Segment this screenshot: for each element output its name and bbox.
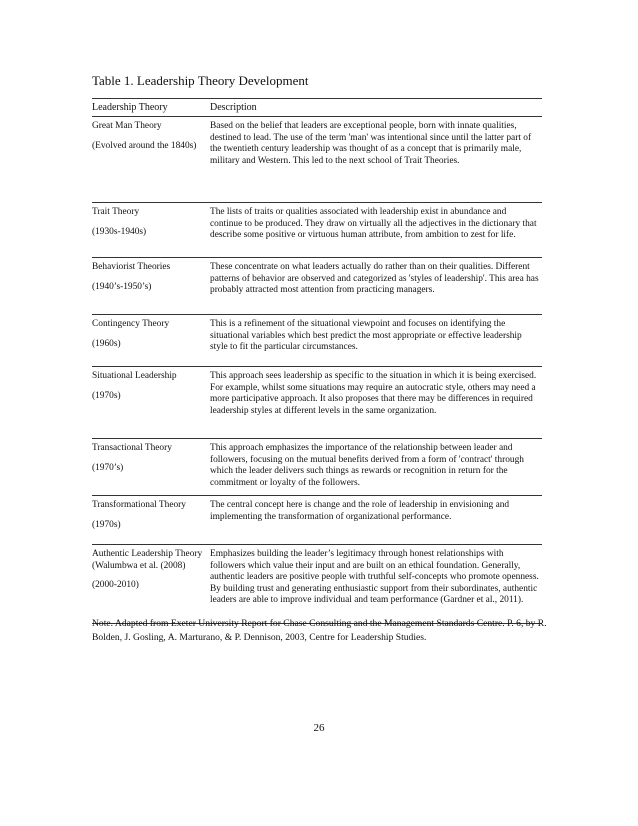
theory-name: Contingency Theory — [92, 319, 170, 329]
table-note: Note. Adapted from Exeter University Report for Chase Consulting and the Management Standards Centre. P. 6, by R. Bolden, J. Gosling, A. Marturano, & P. Dennison, 2003, Centre for Leadership Studies. — [92, 618, 547, 643]
theory-cell — [92, 262, 210, 314]
leadership-theory-table — [92, 98, 542, 624]
table-row — [92, 496, 542, 545]
theory-cell — [92, 121, 210, 202]
theory-name: Situational Leadership — [92, 371, 177, 381]
header-description: Description — [210, 102, 257, 113]
theory-description: The lists of traits or qualities associated with leadership exist in abundance and continue to be produced. They draw on virtually all the adjectives in the dictionary that describe some positive or virtuous human attribute, from ambition to zest for life. — [210, 207, 537, 240]
theory-description: This approach emphasizes the importance of the relationship between leader and followers, focusing on the mutual benefits derived from a form of 'contract' through which the leader delivers such things as rewards or recognition in return for the commitment or loyalty of the followers. — [210, 443, 524, 488]
theory-description: These concentrate on what leaders actually do rather than on their qualities. Different patterns of behavior are observed and categorized as 'styles of leadership'. This area has probably attracted most attention from practicing managers. — [210, 262, 539, 295]
theory-name: Behaviorist Theories — [92, 262, 171, 272]
theory-era: (Evolved around the 1840s) — [92, 140, 197, 151]
theory-cell — [92, 319, 210, 366]
theory-name: Trait Theory — [92, 207, 140, 217]
theory-era: (1970s) — [92, 519, 121, 530]
table-row — [92, 439, 542, 496]
theory-era: (1930s-1940s) — [92, 226, 147, 237]
theory-era: (1940’s-1950’s) — [92, 281, 152, 292]
theory-era: (2000-2010) — [92, 580, 139, 590]
theory-era: (1970’s) — [92, 462, 124, 473]
theory-description: Based on the belief that leaders are exceptional people, born with innate qualities, destined to lead. The use of the term 'man' was intentional since until the latter part of the twentieth century leadership was thought of as a concept that is primarily male, military and Western. This led to the next school of Trait Theories. — [210, 121, 532, 166]
table-header-row — [92, 99, 542, 117]
theory-cell — [92, 207, 210, 257]
theory-cell — [92, 500, 210, 544]
theory-description: Emphasizes building the leader’s legitimacy through honest relationships with followers which value their input and are built on an ethical foundation. Generally, authentic leaders are positive people with truthful self-concepts who promote openness. By building trust and generating enthusiastic support from their subordinates, authentic leaders are able to improve individual and team performance (Gardner et al., 2011). — [210, 549, 539, 605]
table-row — [92, 545, 542, 623]
theory-era: (1960s) — [92, 338, 121, 349]
table-row — [92, 117, 542, 203]
theory-name: Authentic Leadership Theory (Walumbwa et al. (2008) — [92, 549, 203, 571]
header-leadership-theory: Leadership Theory — [92, 102, 168, 113]
theory-name: Transactional Theory — [92, 443, 172, 453]
theory-cell — [92, 549, 210, 623]
theory-cell — [92, 443, 210, 495]
theory-name: Great Man Theory — [92, 121, 162, 131]
theory-description: This is a refinement of the situational viewpoint and focuses on identifying the situational variables which best predict the most appropriate or effective leadership style to fit the particular circumstances. — [210, 319, 522, 352]
table-row — [92, 258, 542, 315]
table-title: Table 1. Leadership Theory Development — [92, 73, 309, 88]
table-row — [92, 367, 542, 439]
table-row — [92, 203, 542, 258]
theory-era: (1970s) — [92, 390, 121, 401]
theory-cell — [92, 371, 210, 438]
table-row — [92, 315, 542, 367]
theory-name: Transformational Theory — [92, 500, 186, 510]
theory-description: The central concept here is change and the role of leadership in envisioning and implementing the transformation of organizational performance. — [210, 500, 510, 522]
page-number: 26 — [313, 722, 325, 734]
theory-description: This approach sees leadership as specific to the situation in which it is being exercised. For example, whilst some situations may require an autocratic style, others may need a more participative approach. It also proposes that there may be differences in required leadership styles at different levels in the same organization. — [210, 371, 537, 416]
